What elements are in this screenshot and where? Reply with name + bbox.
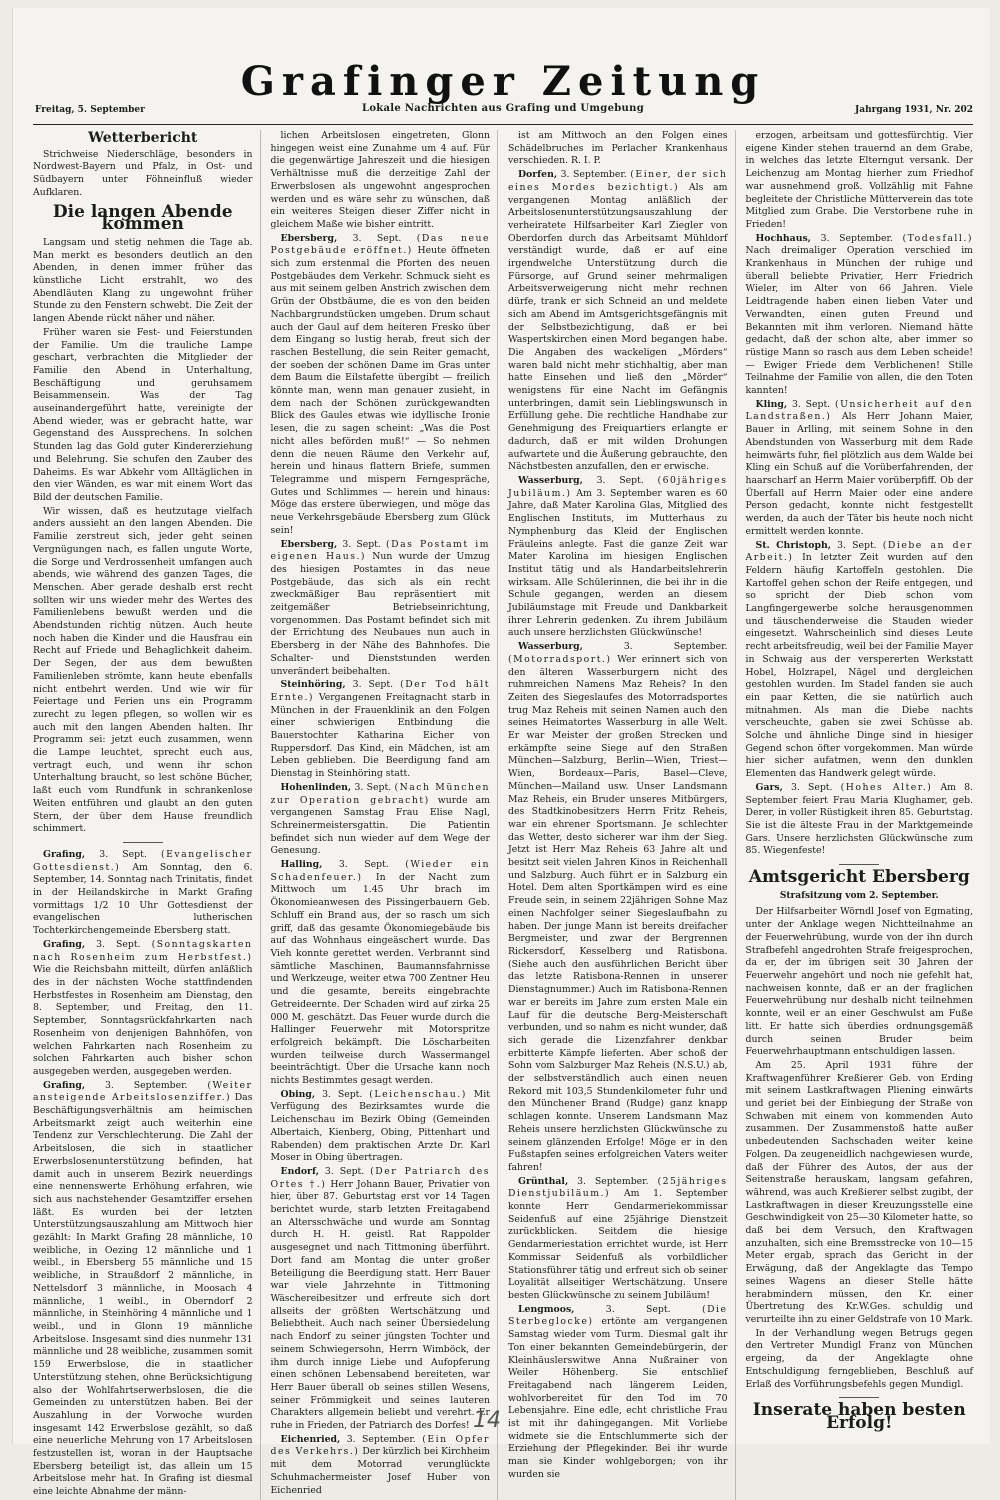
news-text: Mit Verfügung des Bezirksamtes wurde die Leichenschau im Bezirk Obing (Gemeinden Albertaich, Kienberg, Obing, Pittenhart und Rabenden) dem praktischen Arzte Dr. Karl Moser in Obing übertragen. (270, 1088, 490, 1164)
news-date: 3. Sept. (338, 859, 389, 871)
news-keyword: (Diebe an der Arbeit.) (745, 539, 973, 564)
news-date: 3. September. (820, 232, 893, 244)
issue-number: Jahrgang 1931, Nr. 202 (855, 105, 973, 115)
news-date: 3. September. (577, 1175, 649, 1187)
news-keyword: (Ein Opfer des Verkehrs.) (270, 1433, 490, 1458)
newspaper-title: Grafinger Zeitung (240, 58, 766, 105)
news-place: Grünthal, (518, 1175, 569, 1187)
news-date: 3. Sept. (837, 539, 877, 551)
separator (839, 1397, 879, 1398)
news-item (271, 539, 491, 679)
news-date: 3. September. (105, 1079, 188, 1091)
court-paragraph: Der Hilfsarbeiter Wörndl Josef von Egmating, unter der Anklage wegen Nichtteilnahme an der Feuerwehrübung, wurde von der ihn durch Strafbefehl angedrohten Strafe freigesprochen, da er, der im übrigen seit 30 Jahren der Feuerwehr angehört und noch nie gefehlt hat, nachweisen konnte, daß er an der fraglichen Feuerwehrübung nur deshalb nicht teilnehmen konnte, weil er an einer Geschwulst am Fuße litt. Er hatte sich überdies ordnungsgemäß durch seinen Bruder beim Feuerwehrhauptmann entschuldigen lassen. (745, 906, 973, 1058)
news-date: 3. September. (623, 641, 728, 653)
evenings-paragraph: Wir wissen, daß es heutzutage vielfach anders aussieht an den langen Abenden. Die Familie zerstreut sich, jeder geht seinen Vergnügungen nach, es fallen ungute Worte, die Sorge und Verdrossenheit umfangen auch abends, wie während des ganzen Tages, die Menschen. Aber gerade deshalb erst recht sollten wir uns wieder mehr des Wertes des Familienlebens bewußt werden und die Abendstunden richtig nützen. Auch heute noch haben die Kinder und die Hausfrau ein Recht auf Friede und Behaglichkeit daheim. Der Segen, der aus dem bewußten Familienleben strömte, kann heute ebenfalls nicht entbehrt werden. Und wie wir für Feiertage und Ferien uns ein Programm zurecht zu legen pflegen, so wollen wir es auch mit den langen Abenden halten. Ihr Programm sei: jetzt euch zusammen, wenn die Lampe leuchtet, sprecht euch aus, vertragt euch, und wenn ihr schon Unterhaltung braucht, so lest schöne Bücher, laßt euch vom Rundfunk in schrankenlose Weiten entführen und glaubt an den guten Stern, der über dem Hause freundlich schimmert. (33, 505, 253, 835)
news-item (746, 782, 974, 858)
masthead-rule (33, 124, 973, 125)
news-place: Ebersberg, (280, 232, 338, 244)
news-text: Am 3. September waren es 60 Jahre, daß Mater Karolina Glas, Mitglied des Englischen Instituts, im Mutterhaus zu Nymphenburg das Kleid der Englischen Fräuleins anlegte. Fast die ganze Zeit war Mater Karolina im hiesigen Englischen Institut tätig und als Handarbeitslehrerin wirksam. Alle Schülerinnen, die bei ihr in die Schule gegangen, werden an diesem Jubiläumstage mit Freude und Dankbarkeit ihrer Lehrerin gedenken. Zu ihrem Jubiläum auch unsere herzlichsten Glückwünsche! (508, 487, 728, 639)
news-place: Grafing, (43, 848, 86, 860)
news-place: Obing, (280, 1088, 316, 1100)
news-date: 3. Sept. (342, 538, 381, 550)
news-keyword: (Leichenschau.) (369, 1088, 467, 1100)
news-item (508, 1176, 728, 1303)
news-keyword: (Todesfall.) (902, 232, 973, 244)
evenings-heading: Die langen Abende kommen (52, 201, 233, 235)
news-item (746, 399, 974, 539)
news-text: In letzter Zeit wurden auf den Feldern häufig Kartoffeln gestohlen. Die Kartoffel gehen schon der Reife entgegen, und so spricht der Dieb schon vom Langfingergewerbe solche herausgenommen und täuschenderweise die Stauden wieder eingesetzt. Wahrscheinlich sind dieses Leute recht arbeitsfreudig, weil bei der Familie Mayer in Schwaig aus der verspererten Werkstatt Hobel, Holzrapel, Nägel und dergleichen gestohlen wurden. Im Stadel fanden sie auch ein paar Ketten, die sie natürlich auch mitnahmen. Als man die Diebe nachts verscheuchte, gaben sie zwei Schüsse ab. Solche und ähnliche Dinge sind in hiesiger Gegend schon öfter vorgekommen. Man würde hier sicher aufatmen, wenn den dunklen Elementen das Handwerk gelegt würde. (745, 552, 973, 780)
column-2 (271, 130, 499, 1500)
news-text: Als am vergangenen Montag anläßlich der Arbeitslosenunterstützungsauszahlung der verheiratete Hilfsarbeiter Karl Ziegler von Oberdorfen durch das Arbeitsamt Mühldorf verständigt wurde, daß er auf eine irgendwelche Unterstützung durch die Fürsorge, auf Grund seiner mehrmaligen Arbeitsverweigerung nicht mehr rechnen dürfe, trank er sich Schneid an und meldete sich am Abend im Amtsgerichtsgefängnis mit der Selbstbezichtigung, daß er bei Waspertskirchen einen Mord begangen habe. Die Angaben des wackeligen „Mörders“ waren bald nicht mehr stichhaltig, aber man hatte Einsehen und ließ den „Mörder“ wenigstens für eine Nacht im Gefängnis unterbringen, damit sein Lieblingswunsch in Erfüllung gehe. Die rechtliche Handhabe zur Genehmigung des Freiquartiers erlangte er dadurch, daß er mit wilden Drohungen aufwartete und die Äußerung gebrauchte, den Nächstbesten anzufallen, den er erwische. (508, 181, 728, 473)
separator (839, 864, 879, 865)
news-keyword: (25jähriges Dienstjubiläum.) (508, 1175, 728, 1200)
news-place: Wasserburg, (518, 474, 583, 486)
news-date: 3. Sept. (354, 781, 392, 793)
news-text: Das Beschäftigungsverhältnis am heimischen Arbeitsmarkt zeigt auch weiterhin eine Tendenz zur Verschlechterung. Die Zahl der Arbeitslosen, die sich in staatlicher Erwerbslosenunterstützung befinden, hat damit auch in unserem Bezirk neuerdings eine nennenswerte Erhöhung erfahren, wie sich aus nachstehender Gesamtziffer ersehen läßt. Es wurden bei der letzten Unterstützungsauszahlung am Mittwoch hier gezählt: In Markt Grafing 28 männliche, 10 weibliche, in Oezing 12 männliche und 1 weibl., in Ebersberg 55 männliche und 15 weibliche, in Straußdorf 2 männliche, in Nettelsdorf 3 männliche, in Moosach 4 männliche, 1 weibl., in Oberndorf 2 männliche, in Steinhöring 4 männliche und 1 weibl., und in Glonn 19 männliche Arbeitslose. Insgesamt sind dies nunmehr 131 männliche und 28 weibliche, zusammen somit 159 Erwerbslose, die in staatlicher Unterstützung stehen, ohne Berücksichtigung also der Wohlfahrtserwerbslosen, die die Gemeinden zu unterstützen haben. Bei der Auszahlung in der Vorwoche wurden insgesamt 142 Erwerbslose gezählt, so daß eine neuerliche Mehrung von 17 Arbeitslosen festzustellen ist, woran in der Hauptsache Ebersberg beteiligt ist, das allein um 15 Arbeitslose mehr hat. In Grafing ist diesmal eine leichte Abnahme der männ- (33, 1092, 253, 1498)
news-keyword: (60jähriges Jubiläum.) (508, 474, 728, 499)
news-date: 3. Sept. (790, 781, 833, 793)
news-text: In der Nacht zum Mittwoch um 1.45 Uhr brach im Ökonomieanwesen des Pissingerbauern Geb. Schluff ein Brand aus, der so rasch um sich griff, daß das gesamte Ökonomiegebäude bis auf das Wohnhaus eingeäschert wurde. Das Vieh konnte gerettet werden. Verbrannt sind sämtliche Maschinen, Baumannsfahrnisse und Werkzeuge, weiter etwa 700 Zentner Heu und die gesamte, bereits eingebrachte Getreideernte. Der Schaden wird auf zirka 25 000 M. geschätzt. Das Feuer wurde durch die Hallinger Feuerwehr mit Motorspritze erfolgreich bekämpft. Die Löscharbeiten wurden teilweise durch Wassermangel beeinträchtigt. Über die Ursache kann noch nichts Bestimmtes gesagt werden. (270, 871, 490, 1087)
news-place: Endorf, (280, 1165, 319, 1177)
news-date: 3. Sept. (96, 938, 141, 950)
issue-date: Freitag, 5. September (35, 105, 145, 115)
news-date: 3. September. (560, 169, 627, 181)
news-place: Eichenried, (280, 1433, 341, 1445)
news-place: Hohenlinden, (280, 781, 352, 793)
news-keyword: (Hohes Alter.) (840, 781, 933, 793)
news-text: wurde am vergangenen Samstag Frau Elise Nagl, Schreinermeistersgattin. Die Patientin befindet sich nun wieder auf dem Wege der Genesung. (270, 794, 490, 857)
news-place: Grafing, (43, 1079, 86, 1091)
news-keyword: (Wieder ein Schadenfeuer.) (270, 859, 490, 883)
news-date: 3. Sept. (596, 474, 644, 486)
news-keyword: (Das Postamt im eigenen Haus.) (270, 538, 490, 563)
news-text: Wie die Reichsbahn mitteilt, dürfen anläßlich des in der nächsten Woche stattfindenden Herbstfestes in Rosenheim am Dienstag, den 8. September, und Freitag, den 11. September, Sonntagsrückfahrkarten nach Rosenheim von denjenigen Bahnhöfen, von welchen Fahrkarten nach Rosenheim zu solchen Fahrkarten auch bisher schon ausgegeben werden, ausgegeben werden. (33, 964, 253, 1077)
news-text: Vergangenen Freitagnacht starb in München in der Frauenklinik an den Folgen einer schwierigen Entbindung die Bauerstochter Katharina Eicher von Ruppersdorf. Das Kind, ein Mädchen, ist am Leben geblieben. Die Beerdigung fand am Dienstag in Steinhöring statt. (270, 691, 490, 780)
news-continued: lichen Arbeitslosen eingetreten, Glonn hingegen weist eine Zunahme um 4 auf. Für die gegenwärtige Jahreszeit und die hiesigen Verhältnisse muß die derzeitige Zahl der Erwerbslosen als ungewohnt angesprochen werden und es wäre sehr zu wünschen, daß ein weiteres Steigen dieser Ziffer nicht in gleichem Maße wie bisher eintritt. (270, 130, 490, 230)
news-date: 3. Sept. (791, 398, 831, 410)
news-item (271, 1434, 491, 1498)
news-item (508, 475, 728, 640)
news-keyword: (Sonntagskarten nach Rosenheim zum Herbstfest.) (33, 938, 253, 963)
news-place: Hochhaus, (755, 232, 811, 244)
column-4 (746, 130, 974, 1500)
news-text: Am 8. September feiert Frau Maria Klughamer, geb. Derer, in voller Rüstigkeit ihren 85. Geburtstag. Sie ist die älteste Frau in der Marktgemeinde Gars. Unsere herzlichsten Glückwünsche zum 85. Wiegenfeste! (745, 781, 973, 857)
news-keyword: (Evangelischer Gottesdienst.) (33, 848, 253, 873)
news-date: 3. Sept. (352, 232, 402, 244)
news-item (33, 1080, 253, 1499)
court-subheading: Strafsitzung vom 2. September. (779, 890, 939, 901)
news-item (508, 169, 728, 474)
news-item (271, 1166, 491, 1433)
news-place: Ebersberg, (280, 538, 338, 550)
news-item (746, 233, 974, 398)
news-place: Kling, (755, 398, 788, 410)
newspaper-page (12, 8, 990, 1498)
news-text: Nach dreimaliger Operation verschied im Krankenhaus in München der ruhige und überall beliebte Privatier, Herr Friedrich Wieler, im Alter von 66 Jahren. Viele Leidtragende haben einen lieben Vater und Verwandten, einen guten Freund und Bekannten mit ihm verloren. Niemand hätte gedacht, daß der schon alte, aber immer so rüstige Mann so rasch aus dem Leben scheide! — Ewiger Friede dem Verblichenen! Stille Teilnahme der Familie von allen, die den Toten kannten! (745, 245, 973, 397)
news-text: Als Herr Johann Maier, Bauer in Arlling, mit seinem Sohne in den Abendstunden von Wasserburg mit dem Rade heimwärts fuhr, fiel plötzlich aus dem Walde bei Kling ein Schuß auf die Vorüberfahrenden, der haarscharf an Herrn Maier vorüberpfiff. Ob der Überfall auf Herrn Maier oder eine andere Person gedacht, konnte nicht festgestellt werden, da auch der Täter bis heute noch nicht ermittelt werden konnte. (745, 411, 973, 537)
news-item (271, 859, 491, 1088)
evenings-paragraph: Langsam und stetig nehmen die Tage ab. Man merkt es besonders deutlich an den Abenden, in denen immer früher das künstliche Licht erstrahlt, wo des Abendläuten Klang zu ungewohnt früher Stunde zu den Fenstern schwebt. Die Zeit der langen Abende rückt näher und näher. (33, 236, 253, 325)
news-place: Halling, (280, 859, 323, 871)
news-item (508, 1304, 728, 1482)
news-date: 3. Sept. (99, 848, 147, 860)
column-1 (33, 130, 261, 1500)
page-number: 14 (473, 1408, 501, 1433)
news-keyword: (Der Patriarch des Ortes †.) (270, 1165, 490, 1190)
news-item (271, 233, 491, 538)
evenings-paragraph: Früher waren sie Fest- und Feierstunden der Familie. Um die trauliche Lampe geschart, verbrachten die Mitglieder der Familie den Abend in Unterhaltung, Beschäftigung und geruhsamem Beisammensein. Was der Tag auseinandergeführt hatte, vereinigte der Abend wieder, was er gebracht hatte, war Gegenstand des Aussprechens. In solchen Stunden lag das Gold guter Kindererziehung und Belehrung. Sie schufen den Zauber des Daheims. Es war Abkehr vom Alltäglichen in den vier Wänden, es war mit einem Wort das Bild der deutschen Familie. (33, 326, 253, 503)
news-keyword: (Unsicherheit auf den Landstraßen.) (745, 398, 973, 423)
news-item (33, 939, 253, 1079)
news-place: St. Christoph, (755, 539, 831, 551)
news-item (271, 1089, 491, 1165)
weather-heading: Wetterbericht (88, 130, 198, 146)
news-date: 3. Sept. (352, 679, 394, 691)
news-text: ertönte am vergangenen Samstag wieder vom Turm. Diesmal galt ihr Ton einer bekannten Gemeindebürgerin, der Kleinhäuslerswitwe Anna Nußrainer von Weiler Höhenberg. Sie entschlief Freitagabend nach längerem Leiden, wohlvorbereitet für den Tod im 70 Lebensjahre. Eine edle, echt christliche Frau ist mit ihr dahingegangen. Mit Vorliebe widmete sie die Entschlummerte sich der Erziehung der Pflegekinder. Bei ihr wurde man sie Kinder wohlgeborgen; von ihr wurden sie (508, 1316, 728, 1480)
news-keyword: (Weiter ansteigende Arbeitslosenziffer.) (33, 1079, 253, 1104)
news-place: Grafing, (43, 938, 86, 950)
column-3 (508, 130, 736, 1500)
news-date: 3. Sept. (324, 1165, 365, 1177)
news-keyword: (Das neue Postgebäude eröffnet.) (270, 232, 490, 257)
news-place: Gars, (755, 781, 783, 793)
news-text: Herr Johann Bauer, Privatier von hier, über 87. Geburtstag erst vor 14 Tagen berichtet wurde, starb letzten Freitagabend an Altersschwäche und wurde am Sonntag durch H. H. geistl. Rat Rappolder ausgesegnet und nach Tittmoning überführt. Dort fand am Montag die unter großer Beteiligung die Beerdigung statt. Herr Bauer war viele Jahrzehnte in Tittmoning Wäschereibesitzer und erfreute sich dort allseits der größten Wertschätzung und Beliebtheit. Auch nach seiner Übersiedelung nach Endorf zu seiner jüngsten Tochter und seinem Schwiegersohn, Herrn Wimböck, der ihm durch innige Liebe und Aufopferung einen schönen Lebensabend bereiteten, war Herr Bauer überall ob seines stillen Wesens, seiner Frömmigkeit und seines lauteren Charakters allgemein beliebt und verehrt. Er ruhe in Frieden, der Patriarch des Dorfes! (270, 1178, 490, 1432)
news-item (508, 641, 728, 1175)
court-heading: Amtsgericht Ebersberg (748, 867, 970, 888)
news-place: Wasserburg, (518, 641, 583, 653)
news-place: Steinhöring, (280, 679, 346, 691)
masthead (33, 58, 973, 120)
news-continued: ist am Mittwoch an den Folgen eines Schädelbruches im Perlacher Krankenhaus verschieden. R. I. P. (508, 130, 728, 167)
news-date: 3. September. (346, 1433, 416, 1445)
news-place: Lengmoos, (518, 1303, 575, 1315)
news-item (33, 849, 253, 938)
news-place: Dorfen, (518, 169, 558, 181)
news-keyword: (Die Sterbeglocke) (508, 1303, 728, 1328)
news-text: Der kürzlich bei Kirchheim mit dem Motorrad verunglückte Schuhmachermeister Josef Huber von Eichenried (270, 1446, 491, 1496)
weather-text: Strichweise Niederschläge, besonders in Nordwest-Bayern und Pfalz, in Ost- und Südbayern unter Föhneinfluß wieder Aufklaren. (33, 148, 253, 198)
news-date: 3. Sept. (605, 1303, 671, 1315)
news-keyword: (Nach München zur Operation gebracht) (270, 781, 490, 806)
advert-slogan: Inserate haben besten Erfolg! (752, 1400, 966, 1433)
court-paragraph: In der Verhandlung wegen Betrugs gegen den Vertreter Mundigl Franz von München ergeing, da der Angeklagte ohne Entschuldigung ferngeblieben, Beschluß auf Erlaß des Vorführungsbefehls gegen Mundigl. (745, 1327, 973, 1390)
news-text: Am Sonntag, den 6. September, 14. Sonntag nach Trinitatis, findet in der Heilandskirche in Markt Grafing vormittags 1/2 10 Uhr Gottesdienst der evangelischen lutherischen Tochterkirchengemeinde Ebersberg statt. (33, 861, 253, 937)
news-date: 3. Sept. (322, 1088, 363, 1100)
news-item (271, 782, 491, 858)
article-columns (33, 130, 973, 1498)
news-text: Nun wurde der Umzug des hiesigen Postamtes in das neue Postgebäude, das sich als ein recht zweckmäßiger Bau repräsentiert mit zeitgemäßer Betriebseinrichtung, vorgenommen. Das Postamt befindet sich mit der Errichtung des Neubaues nun auch in Ebersberg in der Nähe des Bahnhofes. Die Schalter- und Dienststunden werden unverändert beibehalten. (270, 551, 490, 677)
newspaper-subtitle: Lokale Nachrichten aus Grafing und Umgebung (362, 103, 644, 114)
news-keyword: (Einer, der sich eines Mordes bezichtigt.) (508, 169, 728, 193)
separator (123, 842, 163, 843)
court-paragraph: Am 25. April 1931 führe der Kraftwagenführer Kreßierer Geb. von Erding mit seinem Lastkraftwagen Pliening einwärts und geriet bei der Einbiegung der Straße von Schwaben mit einem von kommenden Auto zusammen. Der Zusammenstoß hatte außer unbedeutenden Sachschaden weiter keine Folgen. Da zeugeneidlich nachgewiesen wurde, daß der Führer des Autos, der aus der Seitenstraße herauskam, langsam gefahren, während, was auch Kreßierer selbst zugibt, der Lastkraftwagen in dieser Kreuzungsstelle eine Geschwindigkeit von 25—30 Kilometer hatte, so daß bei dem Versuch, den Kraftwagen anzuhalten, sich eine Bremsstrecke von 10—15 Meter ergab, sprach das Gericht in der Erwägung, daß der Angeklagte das Tempo seines Wagens an dieser Stelle hätte herabmindern müssen, den Kr. einer Übertretung des Kr.W.Ges. schuldig und verurteilte ihn zu einer Geldstrafe von 10 Mark. (745, 1059, 973, 1325)
news-item (271, 679, 491, 781)
news-continued: erzogen, arbeitsam und gottesfürchtig. Vier eigene Kinder stehen trauernd an dem Grabe, in welches das letzte Elterngut versank. Der Leichenzug am Montag hierher zum Friedhof war ausnehmend groß. Vollzählig mit Fahne begleitete der Christliche Mütterverein das tote Mitglied zum Grabe. Die Verstorbene ruhe in Frieden! (745, 130, 973, 230)
news-text: Wer erinnert sich von den älteren Wasserburgern nicht des ruhmreichen Namens Maz Reheis? In den Zeiten des Siegeslaufes des Motorradsportes trug Maz Reheis mit seinen Namen auch den seines Heimatortes Wasserburg in alle Welt. Er war Meister der großen Strecken und erkämpfte seine Siege auf den Straßen München—Salzburg, Berlin—Wien, Triest—Wien, Bordeaux—Paris, Basel—Cleve, München—Mailand usw. Unser Landsmann Maz Reheis, ein Bruder unseres Mitbürgers, des Stadtkinobesitzers Herrn Fritz Reheis, war ein ehrener Sportsmann. Je schlechter das Wetter, desto sicherer war ihm der Sieg. Jetzt ist Herr Maz Reheis 63 Jahre alt und besitzt seit vielen Jahren Kinos in Reichenhall und Salzburg. Auch führt er in Salzburg ein Hotel. Dem alten Sportkämpen wird es eine Freude sein, in seinem 22jährigen Sohne Maz einen Nachfolger seiner Siegeslaufbahn zu haben. Der junge Mann ist bereits dreifacher Bergmeister, und zwar der Bergrennen Rickersdorf, Kesselberg und Ratisbona. (Siehe auch den ausführlichen Bericht über das letzte Ratisbona-Rennen in unserer Dienstagnummer.) Auch im Ratisbona-Rennen war er bereits im Jahre zum ersten Male ein Lauf für die deutsche Berg-Meisterschaft verbunden, und so nahm es nicht wunder, daß sich gerade die Lizenzfahrer denkbar erbitterte Kämpfe lieferten. Aber schoß der Sohn vom Salzburger Maz Reheis (N.S.U.) ab, der selbstverständlich auch einen neuen Rekord mit 103,5 Stundenkilometer fuhr und den Münchener Brand (Rudge) ganz knapp schlagen konnte. Unserem Landsmann Maz Reheis unsere herzlichsten Glückwünsche zu seinem glänzenden Erfolge! Möge er in den Fußstapfen seines erfolgreichen Vaters weiter fahren! (508, 653, 728, 1173)
news-text: Am 1. September konnte Herr Gendarmeriekommissar Seidenfuß auf eine 25jährige Dienstzeit zurückblicken. Seitdem die hiesige Gendarmeriestation errichtet wurde, ist Herr Kommissar Seidenfuß als vorbildlicher Stationsführer tätig und erfreut sich ob seiner Loyalität allseitiger Wertschätzung. Unsere besten Glückwünsche zu seinem Jubiläum! (508, 1188, 728, 1301)
news-text: Heute öffneten sich zum erstenmal die Pforten des neuen Postgebäudes dem Verkehr. Schmuck sieht es aus mit seinem gelben Anstrich zwischen dem Grün der Obstbäume, die es von den beiden Nachbargrundstücken umgeben. Drum schaut auch der Gaul auf dem heiteren Fresko über dem Eingang so lustig herab, freut sich der raschen Bestellung, die sein Reiter gemacht, der soeben der schönen Dame im Gras unter dem Baum die Eilstafette übergibt — freilich könnte man, wenn man genauer zusieht, in dem nach der Schönen zurückgewandten Blick des Gaules etwas wie idyllische Ironie lesen, die zu sagen scheint: „Was die Post nicht alles beförden muß!“ — So nehmen denn die neuen Räume den Verkehr auf, herein und hinaus flattern Briefe, summen Telegramme und mispern Ferngespräche, Gutes und Schlimmes — herein und hinaus: Möge das erstere überwiegen, und möge das neue Verkehrsgebäude Ebersberg zum Glück sein! (270, 245, 490, 536)
news-keyword: (Motorradsport.) (508, 653, 612, 665)
news-keyword: (Der Tod hält Ernte.) (270, 679, 490, 703)
news-item (746, 540, 974, 781)
